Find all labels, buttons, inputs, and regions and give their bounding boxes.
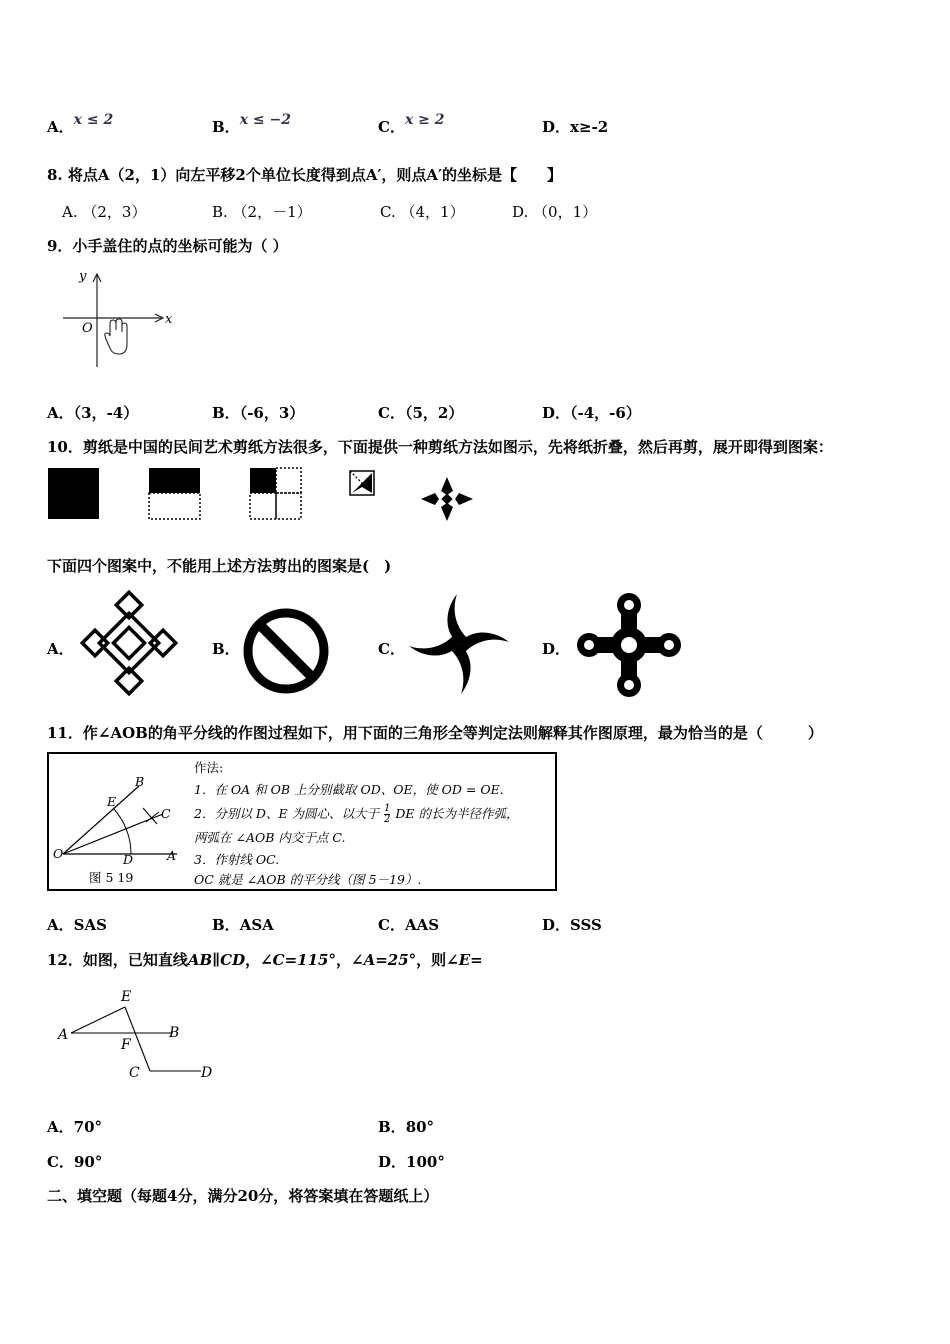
q8-option-a: A. （2，3） — [62, 203, 147, 221]
origin-label: O — [82, 321, 93, 336]
q9-stem: 9．小手盖住的点的坐标可能为（ ） — [47, 237, 288, 255]
q10-option-d-label: D． — [542, 640, 571, 658]
q12-option-c: C．90° — [47, 1153, 103, 1171]
q11-option-a: A．SAS — [47, 916, 107, 934]
q10-option-c-label: C． — [378, 640, 405, 658]
svg-text:B: B — [169, 1025, 180, 1041]
svg-text:C: C — [129, 1065, 140, 1081]
q11-stem: 11．作∠AOB的角平分线的作图过程如下，用下面的三角形全等判定法则解释其作图原理，最为恰当的是（ ） — [47, 724, 823, 742]
q11-method-line4: 3．作射线 OC. — [194, 852, 280, 867]
q10-option-a-label: A． — [47, 640, 74, 658]
q11-method-line3: 两弧在 ∠AOB 内交于点 C. — [194, 830, 346, 845]
q10-pattern-b — [240, 605, 332, 697]
q11-method-box — [47, 752, 557, 891]
q11-method-title: 作法: — [194, 760, 224, 775]
q11-option-b: B．ASA — [212, 916, 274, 934]
y-label: y — [79, 269, 87, 284]
q9-option-b: B．（-6，3） — [212, 404, 305, 422]
q8-option-b: B. （2，－1） — [212, 203, 312, 221]
q9-option-a: A．（3，-4） — [47, 404, 139, 422]
q10-stem: 10．剪纸是中国的民间艺术剪纸方法很多，下面提供一种剪纸方法如图示，先将纸折叠，然后再剪，展开即得到图案： — [47, 438, 833, 456]
q11-method-line2: 2．分别以 D、E 为圆心、以大于 $\frac{1}{2}$ DE 的长为半径作弧， — [194, 803, 519, 825]
svg-text:A: A — [58, 1027, 69, 1043]
q12-stem: 12．如图，已知直线AB∥CD，∠C=115°，∠A=25°，则∠E= — [47, 951, 483, 969]
svg-text:D: D — [201, 1065, 213, 1081]
step4-cut — [350, 471, 374, 495]
q7-option-c: C．x ≥ 2 — [378, 112, 445, 136]
q10-pattern-c — [405, 590, 513, 698]
q11-option-c: C．AAS — [378, 916, 440, 934]
section2-title: 二、填空题（每题4分，满分20分，将答案填在答题纸上） — [47, 1187, 439, 1205]
q7-option-b: B．x ≤ −2 — [212, 112, 291, 136]
svg-text:F: F — [121, 1037, 131, 1053]
q10-folding-steps — [45, 465, 485, 525]
q7-option-a: A．x ≤ 2 — [47, 112, 114, 136]
q7-option-d: D．x≥-2 — [542, 118, 609, 136]
q9-option-c: C．（5，2） — [378, 404, 464, 422]
q12-option-d: D．100° — [378, 1153, 445, 1171]
q12-option-b: B．80° — [378, 1118, 435, 1136]
svg-text:D: D — [123, 852, 134, 867]
q11-method-line5: OC 就是 ∠AOB 的平分线（图 5－19）. — [194, 872, 422, 887]
svg-text:C: C — [161, 806, 171, 821]
q9-option-d: D．（-4，-6） — [542, 404, 641, 422]
q8-stem: 8. 将点A（2，1）向左平移2个单位长度得到点A′，则点A′的坐标是【 】 — [47, 166, 563, 184]
q8-option-c: C. （4，1） — [380, 203, 465, 221]
q12-parallel-figure — [55, 985, 225, 1085]
svg-text:E: E — [121, 989, 132, 1005]
q10-pattern-a — [78, 590, 182, 698]
svg-text:B: B — [135, 774, 145, 789]
q10-pattern-d — [576, 592, 682, 698]
hand-icon — [105, 319, 127, 354]
q11-angle-figure — [51, 772, 191, 882]
step2-half — [149, 468, 200, 519]
q11-fig-caption: 图 5 19 — [89, 870, 134, 885]
segment-ae — [71, 1007, 125, 1033]
step3-quarter — [250, 468, 301, 519]
svg-text:A: A — [167, 848, 177, 863]
svg-text:O: O — [53, 846, 64, 861]
q10-subquestion: 下面四个图案中，不能用上述方法剪出的图案是( ) — [47, 557, 392, 575]
q11-option-d: D．SSS — [542, 916, 602, 934]
step5-result — [421, 477, 473, 521]
q8-option-d: D. （0，1） — [512, 203, 598, 221]
q12-option-a: A．70° — [47, 1118, 103, 1136]
q11-method-line1: 1．在 OA 和 OB 上分别截取 OD、OE，使 OD = OE. — [194, 782, 504, 797]
step1-square — [48, 468, 99, 519]
x-label: x — [165, 312, 173, 327]
svg-text:E: E — [107, 794, 117, 809]
q9-axes-figure — [55, 262, 180, 372]
q10-option-b-label: B． — [212, 640, 240, 658]
